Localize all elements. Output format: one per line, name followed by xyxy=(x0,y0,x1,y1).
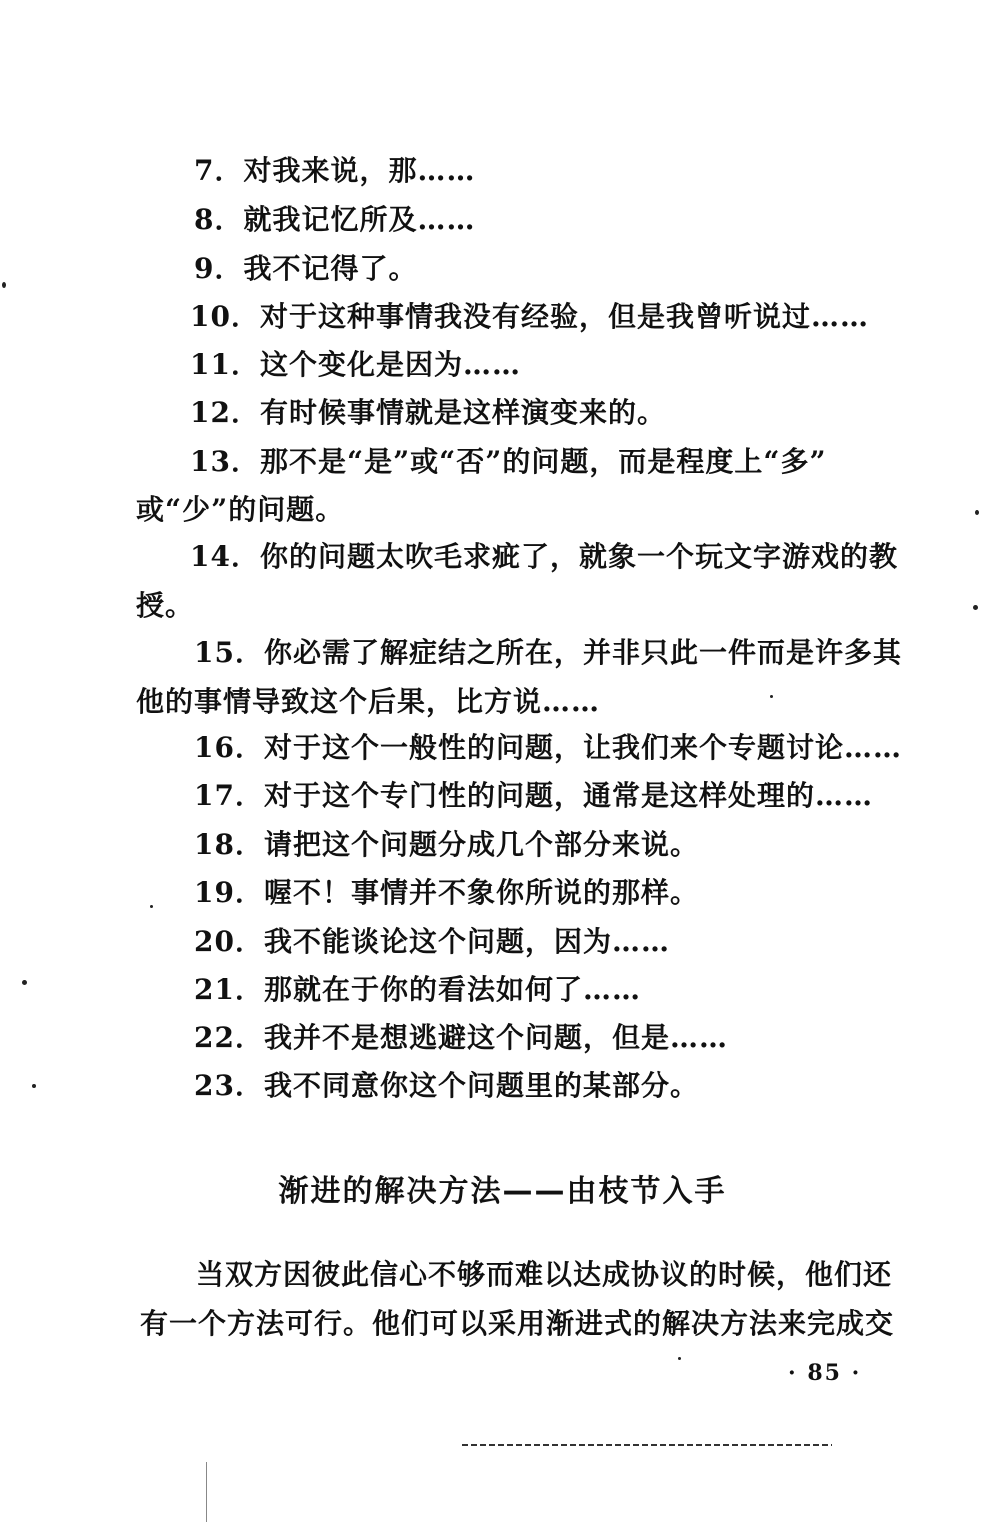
list-item-21: 21．那就在于你的看法如何了…… xyxy=(194,973,641,1006)
list-item-8: 8．就我记忆所及…… xyxy=(194,203,476,236)
scan-speck xyxy=(2,282,6,288)
list-item-18: 18．请把这个问题分成几个部分来说。 xyxy=(194,828,699,861)
list-item-10: 10．对于这种事情我没有经验，但是我曾听说过…… xyxy=(190,300,869,333)
scan-speck xyxy=(32,1084,36,1088)
list-item-19: 19．喔不！事情并不象你所说的那样。 xyxy=(194,876,699,909)
scan-speck xyxy=(770,695,773,698)
list-item-12: 12．有时候事情就是这样演变来的。 xyxy=(190,396,666,429)
list-item-14-continued: 授。 xyxy=(136,589,195,622)
list-item-9: 9．我不记得了。 xyxy=(194,252,418,285)
paragraph-line-2: 有一个方法可行。他们可以采用渐进式的解决方法来完成交 xyxy=(140,1307,895,1340)
list-item-13: 13．那不是“是”或“否”的问题，而是程度上“多” xyxy=(190,445,827,478)
list-item-14: 14．你的问题太吹毛求疵了，就象一个玩文字游戏的教 xyxy=(190,540,898,573)
list-item-11: 11．这个变化是因为…… xyxy=(190,348,521,381)
scan-rule xyxy=(462,1444,832,1446)
list-item-17: 17．对于这个专门性的问题，通常是这样处理的…… xyxy=(194,779,873,812)
list-item-16: 16．对于这个一般性的问题，让我们来个专题讨论…… xyxy=(194,731,902,764)
scan-speck xyxy=(973,605,978,610)
scan-speck xyxy=(22,980,27,985)
list-item-22: 22．我并不是想逃避这个问题，但是…… xyxy=(194,1021,728,1054)
scan-speck xyxy=(150,905,153,908)
scan-speck xyxy=(678,1357,681,1360)
page-number: · 85 · xyxy=(788,1360,862,1386)
list-item-7: 7．对我来说，那…… xyxy=(194,154,476,187)
list-item-15-continued: 他的事情导致这个后果，比方说…… xyxy=(136,685,601,718)
list-item-20: 20．我不能谈论这个问题，因为…… xyxy=(194,925,670,958)
scan-edge xyxy=(206,1462,207,1522)
list-item-13-continued: 或“少”的问题。 xyxy=(136,493,345,526)
section-heading: 渐进的解决方法——由枝节入手 xyxy=(278,1174,727,1209)
list-item-23: 23．我不同意你这个问题里的某部分。 xyxy=(194,1069,699,1102)
list-item-15: 15．你必需了解症结之所在，并非只此一件而是许多其 xyxy=(194,636,902,669)
scan-speck xyxy=(975,510,979,515)
paragraph-line-1: 当双方因彼此信心不够而难以达成协议的时候，他们还 xyxy=(196,1258,893,1291)
